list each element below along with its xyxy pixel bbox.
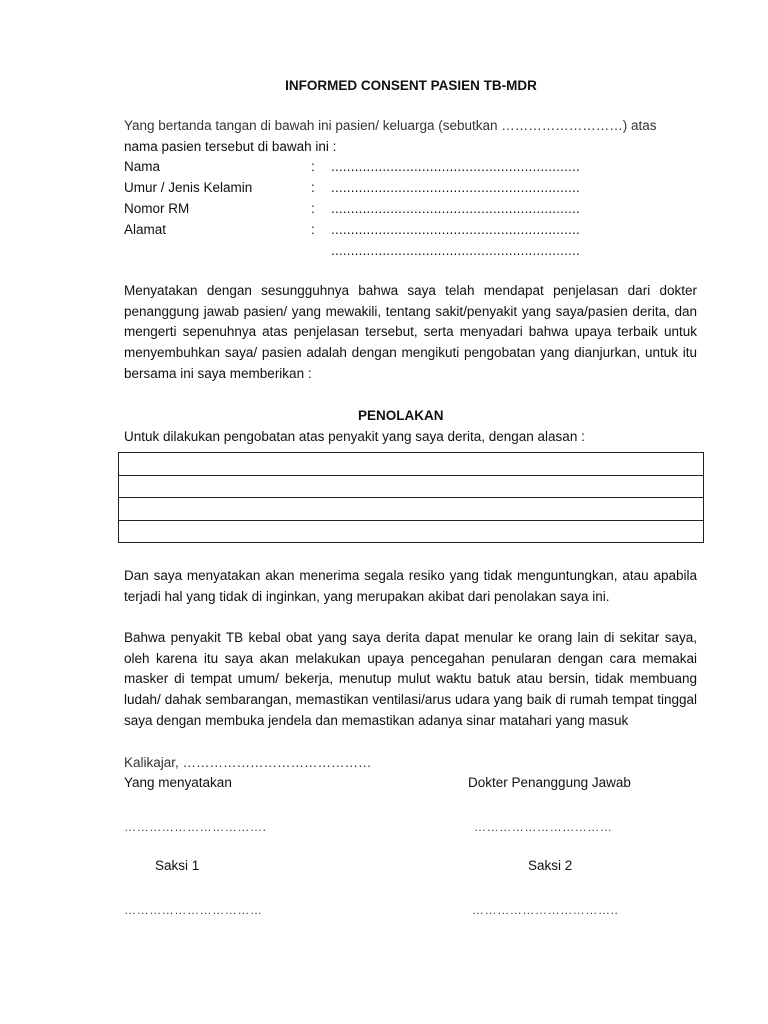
reason-row	[119, 475, 704, 498]
signer-title: Yang menyatakan	[124, 775, 232, 790]
field-label-nama: Nama	[124, 159, 161, 174]
field-dots-alamat: ...............................................................	[331, 222, 580, 237]
witness-1-signature-line: ……………………………	[124, 903, 263, 917]
field-dots-nama: ...............................................................	[331, 159, 580, 174]
prevention-text: Bahwa penyakit TB kebal obat yang saya derita dapat menular ke orang lain di sekitar saya, oleh karena itu saya akan melakukan upaya pencegahan penularan dengan cara memakai masker di tempat umum/ bekerja, menutup mulut waktu batuk atau bersin, tidak membuang ludah/ dahak sembarangan, memastikan ventilasi/arus udara yang baik di rumah tempat tinggal saya dengan membuka jendela dan memastikan adanya sinar matahari yang masuk	[124, 630, 697, 728]
field-label-umur: Umur / Jenis Kelamin	[124, 180, 253, 195]
risk-paragraph	[124, 566, 697, 607]
statement-paragraph	[124, 281, 697, 385]
reason-table	[118, 452, 704, 543]
field-colon-nomor-rm: :	[311, 201, 315, 216]
refusal-heading: PENOLAKAN	[358, 408, 444, 423]
prevention-paragraph	[124, 628, 697, 732]
risk-text: Dan saya menyatakan akan menerima segala resiko yang tidak menguntungkan, atau apabila terjadi hal yang tidak di inginkan, yang merupakan akibat dari penolakan saya ini.	[124, 568, 697, 604]
place-date: Kalikajar, ……………………………………	[124, 755, 372, 770]
witness-1-title: Saksi 1	[155, 858, 200, 873]
reason-cell-2[interactable]	[119, 475, 704, 498]
doctor-title: Dokter Penanggung Jawab	[468, 775, 631, 790]
reason-cell-3[interactable]	[119, 498, 704, 521]
reason-prompt: Untuk dilakukan pengobatan atas penyakit yang saya derita, dengan alasan :	[124, 429, 585, 444]
intro-line-1: Yang bertanda tangan di bawah ini pasien/ keluarga (sebutkan ………………………) atas	[124, 118, 657, 133]
reason-row	[119, 453, 704, 476]
reason-cell-4[interactable]	[119, 520, 704, 543]
reason-row	[119, 498, 704, 521]
field-dots-nomor-rm: ...............................................................	[331, 201, 580, 216]
field-label-alamat: Alamat	[124, 222, 167, 237]
field-colon-nama: :	[311, 159, 315, 174]
field-label-nomor-rm: Nomor RM	[124, 201, 190, 216]
intro-line-2: nama pasien tersebut di bawah ini :	[124, 138, 337, 154]
field-dots-umur: ...............................................................	[331, 180, 580, 195]
document-title: INFORMED CONSENT PASIEN TB-MDR	[285, 78, 537, 93]
statement-text: Menyatakan dengan sesungguhnya bahwa saya telah mendapat penjelasan dari dokter penanggung jawab pasien/ yang mewakili, tentang sakit/penyakit yang saya/pasien derita, dan mengerti sepenuhnya atas penjelasan tersebut, serta menyadari bahwa upaya terbaik untuk menyembuhkan saya/ pasien adalah dengan mengikuti pengobatan yang dianjurkan, untuk itu bersama ini saya memberikan :	[124, 283, 697, 381]
witness-2-title: Saksi 2	[528, 858, 573, 873]
field-dots-alamat-2: ...............................................................	[331, 243, 580, 258]
witness-2-signature-line: ……………………………..	[472, 903, 619, 917]
intro-text	[124, 116, 704, 157]
reason-cell-1[interactable]	[119, 453, 704, 476]
reason-row	[119, 520, 704, 543]
signer-signature-line: …………………………….	[124, 820, 267, 834]
doctor-signature-line: ……………………………	[474, 820, 613, 834]
field-colon-umur: :	[311, 180, 315, 195]
field-colon-alamat: :	[311, 222, 315, 237]
